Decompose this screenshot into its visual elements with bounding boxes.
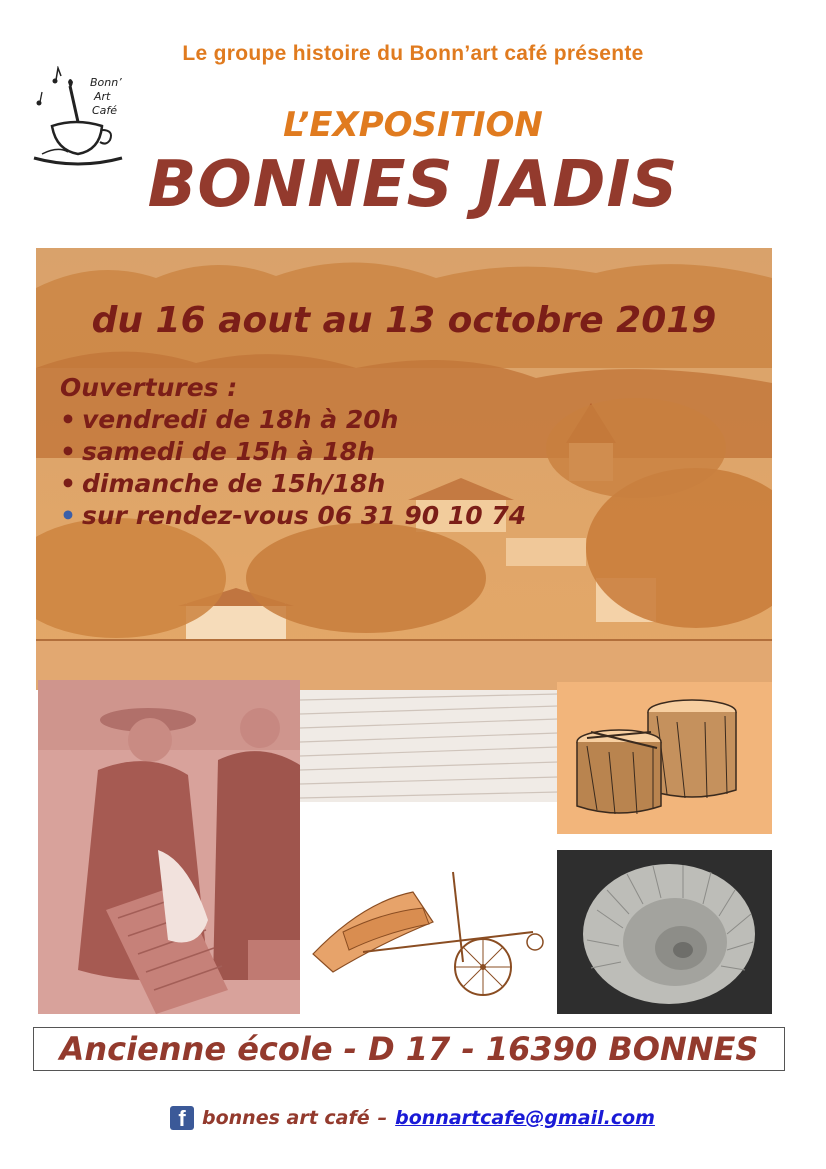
plowed-field-photo — [300, 690, 558, 802]
bullet-icon: • — [60, 469, 76, 498]
facebook-page-name[interactable]: bonnes art café — [202, 1107, 370, 1129]
list-item: • sur rendez-vous 06 31 90 10 74 — [60, 501, 527, 530]
logo-text-3: Café — [92, 104, 118, 117]
opening-hours-title: Ouvertures : — [60, 373, 238, 402]
exhibition-subtitle: L’EXPOSITION — [283, 105, 543, 145]
exhibition-title: BONNES JADIS — [147, 148, 679, 222]
list-item: • dimanche de 15h/18h — [60, 469, 386, 498]
logo-text-2: Art — [94, 90, 111, 103]
venue-address: Ancienne école - D 17 - 16390 BONNES — [59, 1030, 759, 1068]
facebook-icon[interactable]: f — [170, 1106, 194, 1130]
separator: – — [377, 1107, 388, 1129]
opening-hours-list — [60, 404, 526, 532]
bullet-icon: • — [60, 501, 76, 530]
opening-hours — [60, 372, 526, 532]
bullet-icon: • — [60, 437, 76, 466]
email-link[interactable]: bonnartcafe@gmail.com — [395, 1107, 655, 1129]
washerwomen-photo — [38, 680, 300, 1014]
ammonite-fossil-photo — [557, 850, 772, 1014]
logo-text-1: Bonn’ — [90, 76, 122, 89]
bullet-icon: • — [60, 405, 76, 434]
plow-engraving — [303, 862, 551, 1012]
list-item: • vendredi de 18h à 20h — [60, 405, 399, 434]
exhibition-dates: du 16 aout au 13 octobre 2019 — [91, 300, 717, 341]
list-item: • samedi de 15h à 18h — [60, 437, 375, 466]
presenter-line: Le groupe histoire du Bonn’art café présente — [182, 42, 644, 65]
contact-row — [170, 1103, 655, 1133]
drums-engraving — [557, 682, 772, 834]
